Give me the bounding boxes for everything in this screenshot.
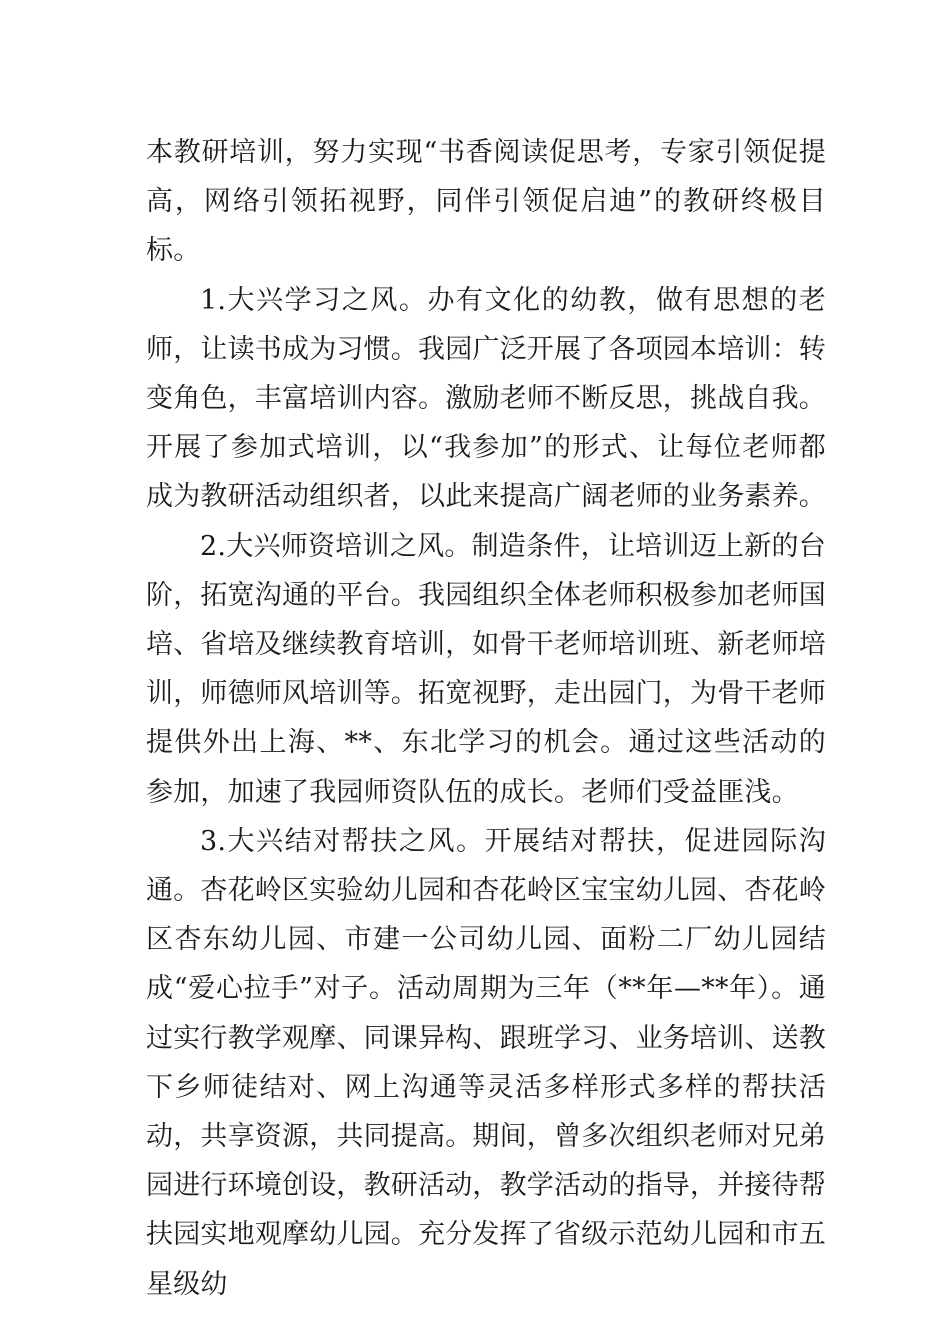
paragraph-study-culture: 1.大兴学习之风。办有文化的幼教，做有思想的老师，让读书成为习惯。我园广泛开展了各项园本培训：转变角色，丰富培训内容。激励老师不断反思，挑战自我。开展了参加式培训，以“我参加”的形式、让每位老师都成为教研活动组织者，以此来提高广阔老师的业务素养。 <box>146 284 826 513</box>
paragraph-teacher-training: 2.大兴师资培训之风。制造条件，让培训迈上新的台阶，拓宽沟通的平台。我园组织全体老师积极参加老师国培、省培及继续教育培训，如骨干老师培训班、新老师培训，师德师风培训等。拓宽视野，走出园门，为骨干老师提供外出上海、**、东北学习的机会。通过这些活动的参加，加速了我园师资队伍的成长。老师们受益匪浅。 <box>146 530 826 808</box>
document-body <box>146 128 826 1309</box>
paragraph-pairing-assistance: 3.大兴结对帮扶之风。开展结对帮扶，促进园际沟通。杏花岭区实验幼儿园和杏花岭区宝宝幼儿园、杏花岭区杏东幼儿园、市建一公司幼儿园、面粉二厂幼儿园结成“爱心拉手”对子。活动周期为三年（**年—**年）。通过实行教学观摩、同课异构、跟班学习、业务培训、送教下乡师徒结对、网上沟通等灵活多样形式多样的帮扶活动，共享资源，共同提高。期间，曾多次组织老师对兄弟园进行环境创设，教研活动，教学活动的指导，并接待帮扶园实地观摩幼儿园。充分发挥了省级示范幼儿园和市五星级幼 <box>146 825 826 1300</box>
paragraph-continuation: 本教研培训，努力实现“书香阅读促思考，专家引领促提高，网络引领拓视野，同伴引领促启迪”的教研终极目标。 <box>146 137 826 267</box>
